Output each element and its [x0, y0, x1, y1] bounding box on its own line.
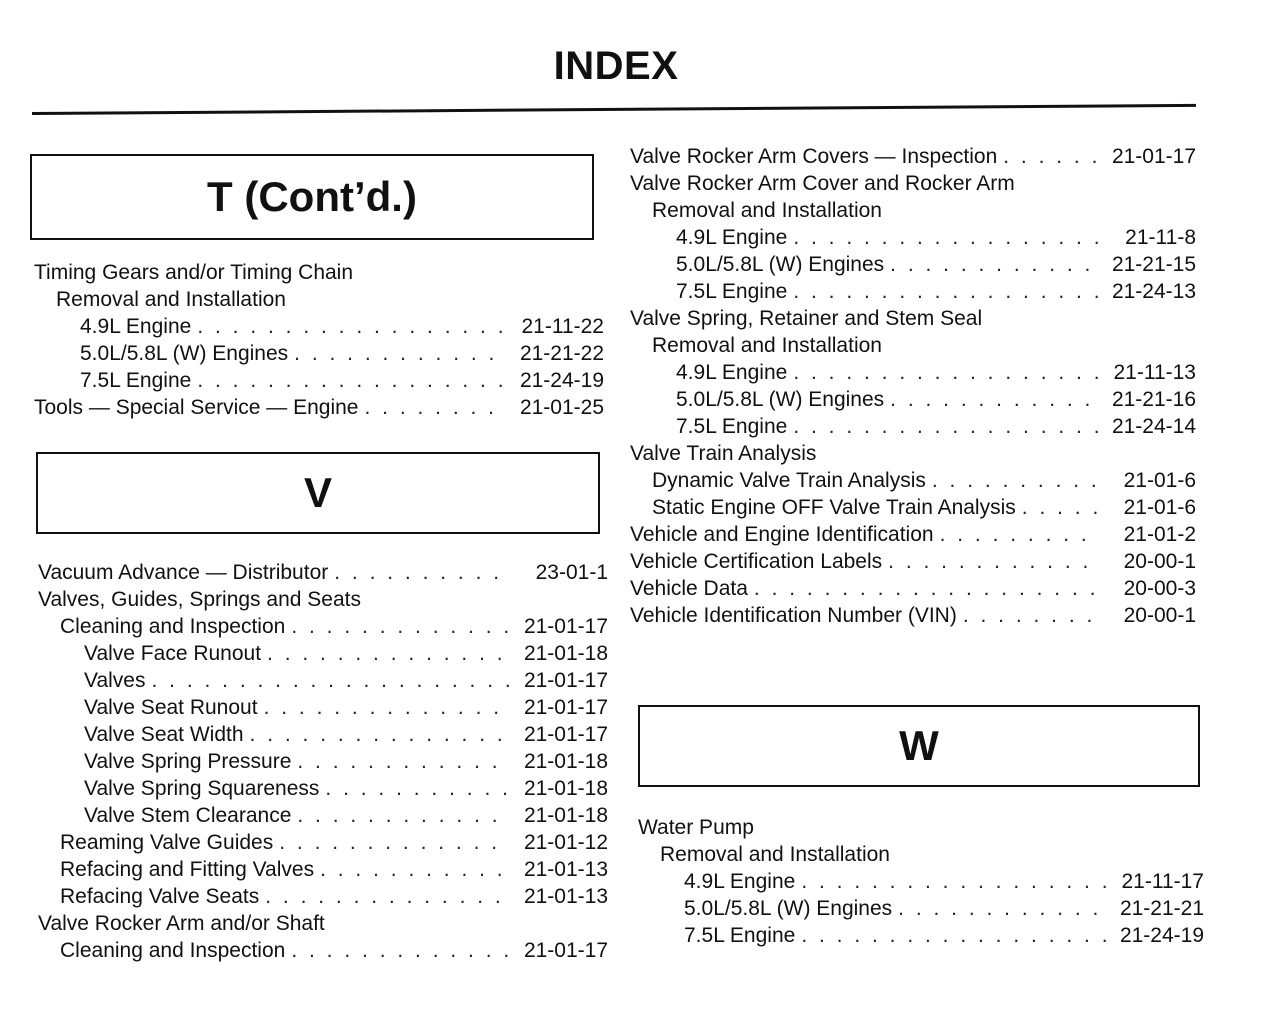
index-entry	[630, 170, 1196, 197]
entry-list-v-continued	[630, 143, 1196, 629]
dot-leader	[793, 359, 1098, 386]
index-entry-page: 20-00-1	[1123, 604, 1196, 627]
index-entry-page: 21-01-17	[1111, 145, 1196, 168]
index-entry-label: Valve Spring Pressure	[84, 750, 292, 773]
dot-leader	[1003, 143, 1098, 170]
index-entry-page: 21-11-17	[1121, 870, 1204, 893]
index-entry	[630, 440, 1196, 467]
index-entry	[630, 143, 1196, 170]
index-entry-page: 21-01-18	[523, 642, 608, 665]
index-entry-page: 21-24-14	[1111, 415, 1196, 438]
index-entry-page: 21-11-8	[1125, 226, 1196, 249]
dot-leader	[793, 413, 1098, 440]
dot-leader	[250, 721, 510, 748]
index-entry-label: Static Engine OFF Valve Train Analysis	[652, 496, 1016, 519]
dot-leader	[334, 559, 510, 586]
index-entry	[38, 640, 608, 667]
index-entry-label: Removal and Installation	[652, 334, 882, 357]
index-entry-page: 21-21-22	[519, 342, 604, 365]
index-entry	[630, 197, 1196, 224]
index-entry-label: Vehicle Certification Labels	[630, 550, 883, 573]
index-entry-label: Water Pump	[638, 816, 754, 839]
index-entry	[38, 775, 608, 802]
index-entry-label: Reaming Valve Guides	[60, 831, 274, 854]
dot-leader	[267, 640, 510, 667]
index-entry-page: 21-11-22	[521, 315, 604, 338]
dot-leader	[890, 251, 1098, 278]
index-entry-label: Tools — Special Service — Engine	[34, 396, 359, 419]
index-entry	[630, 521, 1196, 548]
dot-leader	[294, 340, 506, 367]
index-entry-label: Vehicle Data	[630, 577, 748, 600]
index-entry-page: 21-01-12	[523, 831, 608, 854]
index-entry-page: 21-01-13	[523, 885, 608, 908]
index-entry-label: Valve Rocker Arm and/or Shaft	[38, 912, 325, 935]
index-entry-label: 5.0L/5.8L (W) Engines	[80, 342, 289, 365]
index-entry-label: 4.9L Engine	[676, 361, 788, 384]
index-entry	[38, 748, 608, 775]
index-entry-page: 20-00-3	[1123, 577, 1196, 600]
index-entry	[38, 883, 608, 910]
index-entry-label: Valves	[84, 669, 146, 692]
index-entry-page: 23-01-1	[535, 561, 608, 584]
index-entry	[630, 413, 1196, 440]
index-entry	[38, 802, 608, 829]
index-entry-page: 21-01-13	[523, 858, 608, 881]
index-entry-label: 7.5L Engine	[676, 415, 788, 438]
index-entry	[638, 841, 1204, 868]
index-entry	[34, 286, 604, 313]
index-entry-page: 21-01-25	[519, 396, 604, 419]
index-entry-page: 21-21-15	[1111, 253, 1196, 276]
dot-leader	[793, 224, 1098, 251]
index-entry	[630, 494, 1196, 521]
dot-leader	[932, 467, 1098, 494]
index-entry-label: Vehicle and Engine Identification	[630, 523, 934, 546]
index-entry-label: Valves, Guides, Springs and Seats	[38, 588, 361, 611]
index-entry-page: 21-01-17	[523, 669, 608, 692]
index-entry	[638, 814, 1204, 841]
section-heading-w: W	[638, 705, 1200, 787]
dot-leader	[297, 802, 510, 829]
index-entry-label: Valve Face Runout	[84, 642, 262, 665]
index-entry-page: 21-01-17	[523, 939, 608, 962]
dot-leader	[151, 667, 510, 694]
index-entry-page: 21-01-18	[523, 750, 608, 773]
index-entry	[38, 586, 608, 613]
index-entry-page: 21-01-18	[523, 804, 608, 827]
index-entry-page: 21-01-6	[1123, 469, 1196, 492]
index-entry	[38, 694, 608, 721]
index-entry	[630, 251, 1196, 278]
index-entry-label: 4.9L Engine	[684, 870, 796, 893]
index-entry-page: 21-01-17	[523, 696, 608, 719]
index-entry-label: 7.5L Engine	[80, 369, 192, 392]
dot-leader	[197, 313, 506, 340]
index-entry	[34, 259, 604, 286]
index-entry-page: 21-21-21	[1119, 897, 1204, 920]
index-entry-page: 21-24-13	[1111, 280, 1196, 303]
entry-list-v	[38, 559, 608, 964]
index-entry	[638, 922, 1204, 949]
index-entry	[638, 895, 1204, 922]
index-entry-label: 7.5L Engine	[684, 924, 796, 947]
dot-leader	[963, 602, 1098, 629]
dot-leader	[940, 521, 1098, 548]
index-entry-label: Cleaning and Inspection	[60, 939, 286, 962]
index-entry-page: 20-00-1	[1123, 550, 1196, 573]
dot-leader	[1022, 494, 1098, 521]
index-entry-label: Removal and Installation	[660, 843, 890, 866]
index-entry-page: 21-01-17	[523, 723, 608, 746]
index-entry-label: Valve Seat Runout	[84, 696, 258, 719]
index-entry-label: 5.0L/5.8L (W) Engines	[684, 897, 893, 920]
index-entry-label: Valve Spring Squareness	[84, 777, 320, 800]
index-entry-label: Removal and Installation	[652, 199, 882, 222]
index-entry	[38, 829, 608, 856]
index-entry-page: 21-21-16	[1111, 388, 1196, 411]
index-entry-label: Vacuum Advance — Distributor	[38, 561, 329, 584]
index-entry-page: 21-11-13	[1113, 361, 1196, 384]
dot-leader	[801, 868, 1106, 895]
dot-leader	[898, 895, 1106, 922]
index-entry-label: Refacing Valve Seats	[60, 885, 260, 908]
dot-leader	[888, 548, 1098, 575]
dot-leader	[297, 748, 510, 775]
index-entry-label: Vehicle Identification Number (VIN)	[630, 604, 957, 627]
dot-leader	[279, 829, 510, 856]
index-entry-label: Valve Stem Clearance	[84, 804, 292, 827]
index-entry	[38, 937, 608, 964]
index-entry-page: 21-24-19	[519, 369, 604, 392]
dot-leader	[197, 367, 506, 394]
dot-leader	[754, 575, 1098, 602]
index-entry	[630, 602, 1196, 629]
index-entry-page: 21-01-17	[523, 615, 608, 638]
entry-list-w	[638, 814, 1204, 949]
index-entry-label: Valve Seat Width	[84, 723, 244, 746]
index-entry	[630, 224, 1196, 251]
index-entry	[638, 868, 1204, 895]
index-entry	[630, 548, 1196, 575]
dot-leader	[264, 694, 510, 721]
index-entry	[630, 332, 1196, 359]
index-entry	[38, 721, 608, 748]
dot-leader	[265, 883, 510, 910]
index-entry-label: 4.9L Engine	[80, 315, 192, 338]
index-entry	[630, 359, 1196, 386]
index-entry-label: 5.0L/5.8L (W) Engines	[676, 388, 885, 411]
index-entry-label: 4.9L Engine	[676, 226, 788, 249]
dot-leader	[365, 394, 507, 421]
index-entry	[34, 394, 604, 421]
dot-leader	[801, 922, 1106, 949]
index-entry-page: 21-01-2	[1123, 523, 1196, 546]
index-entry	[34, 367, 604, 394]
index-entry-label: Valve Train Analysis	[630, 442, 817, 465]
index-entry	[38, 667, 608, 694]
index-entry	[38, 559, 608, 586]
entry-list-t	[34, 259, 604, 421]
index-entry-label: Removal and Installation	[56, 288, 286, 311]
index-entry	[34, 313, 604, 340]
index-entry-label: 5.0L/5.8L (W) Engines	[676, 253, 885, 276]
index-entry	[630, 305, 1196, 332]
section-heading-v: V	[36, 452, 600, 534]
index-entry	[38, 856, 608, 883]
index-entry	[34, 340, 604, 367]
dot-leader	[890, 386, 1098, 413]
index-entry-label: Valve Spring, Retainer and Stem Seal	[630, 307, 983, 330]
index-entry-label: Dynamic Valve Train Analysis	[652, 469, 926, 492]
index-entry-label: Valve Rocker Arm Covers — Inspection	[630, 145, 998, 168]
index-entry-label: Timing Gears and/or Timing Chain	[34, 261, 354, 284]
dot-leader	[320, 856, 510, 883]
index-entry-label: Cleaning and Inspection	[60, 615, 286, 638]
header-rule	[32, 104, 1196, 115]
dot-leader	[291, 613, 510, 640]
index-entry	[630, 575, 1196, 602]
index-entry	[630, 386, 1196, 413]
index-entry-label: Valve Rocker Arm Cover and Rocker Arm	[630, 172, 1015, 195]
index-entry-label: 7.5L Engine	[676, 280, 788, 303]
index-entry	[630, 467, 1196, 494]
index-entry	[630, 278, 1196, 305]
dot-leader	[793, 278, 1098, 305]
index-entry-page: 21-01-18	[523, 777, 608, 800]
index-entry-page: 21-01-6	[1123, 496, 1196, 519]
index-entry-label: Refacing and Fitting Valves	[60, 858, 315, 881]
index-entry-page: 21-24-19	[1119, 924, 1204, 947]
dot-leader	[291, 937, 510, 964]
dot-leader	[325, 775, 510, 802]
page-title: INDEX	[553, 44, 679, 88]
index-entry	[38, 613, 608, 640]
index-entry	[38, 910, 608, 937]
section-heading-t: T (Cont’d.)	[30, 154, 594, 240]
